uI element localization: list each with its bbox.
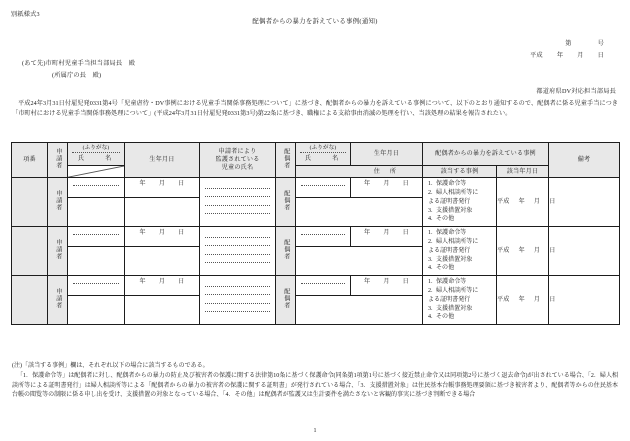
cell-applicant-name[interactable] (68, 198, 125, 227)
cell-applicant-birthdate[interactable] (125, 276, 200, 296)
ymd-day: 日 (402, 230, 409, 237)
ymd-month: 月 (158, 230, 166, 237)
header-address: 住 所 (296, 166, 423, 178)
addressee-sub: (所属庁の長 殿) (52, 72, 102, 79)
cell-applicant-furigana[interactable] (68, 276, 125, 296)
case-option: 2. 婦人相談所等に (428, 190, 479, 197)
case-option: 3. 支援措置対象 (428, 207, 473, 214)
header-furigana-spouse: (ふりがな) (300, 143, 346, 153)
ymd-month: 月 (383, 230, 390, 237)
cell-spouse-furigana[interactable] (296, 276, 351, 296)
doc-number-prefix: 第 (565, 40, 572, 47)
cell-spouse-address[interactable] (296, 247, 423, 276)
ymd-day: 日 (402, 279, 409, 286)
ymd-day: 日 (402, 181, 409, 188)
case-option: よる証明書発行 (428, 198, 471, 205)
case-option: 2. 婦人相談所等に (428, 288, 479, 295)
cell-applicant-label (48, 227, 68, 276)
body-paragraph (12, 100, 618, 120)
cell-applicant-blank[interactable] (125, 198, 200, 227)
cell-applicant-label (48, 276, 68, 325)
date-month: 月 (577, 52, 584, 59)
header-applicant-label: 申請者 (54, 147, 61, 170)
cell-applicant-label (48, 178, 68, 227)
header-child-name-l1: 申請者により (218, 148, 257, 155)
page-number: 1 (313, 427, 317, 434)
cell-spouse-label (276, 227, 296, 276)
ymd-month: 月 (533, 248, 541, 255)
table-row (12, 178, 620, 198)
header-diagonal-blank (68, 166, 125, 178)
case-option: 4. その他 (428, 314, 455, 321)
header-spouse (276, 143, 296, 178)
header-name-spouse: 氏 名 (304, 155, 342, 162)
cell-remarks[interactable] (549, 178, 620, 227)
ymd-era: 平成 (497, 297, 510, 304)
cell-child-names[interactable] (200, 178, 276, 227)
cell-applicant-name[interactable] (68, 296, 125, 325)
header-violence-cases: 配偶者からの暴力を訴えている事例 (423, 143, 549, 166)
cell-spouse-vertical: 配偶者 (282, 190, 289, 212)
header-name-applicant: 氏 名 (77, 155, 115, 162)
cell-applicant-furigana[interactable] (68, 178, 125, 198)
cell-remarks[interactable] (549, 227, 620, 276)
cell-spouse-vertical: 配偶者 (282, 288, 289, 310)
cell-applicant-vertical: 申請者 (54, 288, 61, 310)
cell-applicant-blank[interactable] (125, 296, 200, 325)
header-spouse-label: 配偶者 (282, 147, 289, 170)
table-row (12, 227, 620, 247)
ymd-year: 年 (518, 297, 525, 304)
date-day: 日 (597, 52, 604, 59)
cell-remarks[interactable] (549, 276, 620, 325)
case-option: 3. 支援措置対象 (428, 305, 473, 312)
header-applicable-case: 該当する事例 (423, 166, 497, 178)
ymd-day: 日 (549, 248, 556, 255)
header-applicant (48, 143, 68, 178)
ymd-month: 月 (383, 279, 390, 286)
form-code: 別紙様式3 (11, 11, 40, 18)
header-applicable-date: 該当年月日 (497, 166, 549, 178)
ymd-day: 日 (178, 279, 185, 286)
case-option: 1. 保護命令等 (428, 230, 467, 237)
note-body: 「1．保護命令等」は配偶者に対し、配偶者からの暴力の防止及び被害者の保護に関する法律第10条に基づく保護命令(同条第1項第1号に基づく接近禁止命令又は同項第2号に基づく退去命令)が出されている場合、「2．婦人相談所等による証明書発行」は婦人相談所等による「配偶者からの暴力の被害者の保護に関する証明書」が発行されている場合、「3．支援措置対象」は住民基本台帳事務処理要領に基づき被害者より、配偶者等からの住民基本台帳の閲覧等の制限に係る申し出を受け、支援措置の対象となっている場合、「4．その他」は配偶者が監護又は生計要件を満たさないと客観的事実に基づき判断できる場合 (12, 373, 618, 399)
cell-item-no[interactable] (12, 276, 48, 325)
case-option: よる証明書発行 (428, 247, 471, 254)
ymd-era: 平成 (497, 248, 510, 255)
ymd-day: 日 (549, 297, 556, 304)
cell-spouse-label (276, 178, 296, 227)
cases-table (11, 142, 620, 325)
case-option: 3. 支援措置対象 (428, 256, 473, 263)
ymd-year: 年 (518, 199, 525, 206)
ymd-year: 年 (364, 279, 371, 286)
case-option: 1. 保護命令等 (428, 181, 467, 188)
cell-applicant-furigana[interactable] (68, 227, 125, 247)
ymd-year: 年 (364, 181, 371, 188)
cell-spouse-vertical: 配偶者 (282, 239, 289, 261)
cell-spouse-furigana[interactable] (296, 227, 351, 247)
ymd-month: 月 (158, 181, 166, 188)
case-option: 1. 保護命令等 (428, 279, 467, 286)
sender-office: 都道府県DV対応担当部局長 (536, 88, 616, 95)
cell-spouse-birthdate[interactable] (351, 227, 423, 247)
cell-spouse-label (276, 276, 296, 325)
cell-spouse-birthdate[interactable] (351, 276, 423, 296)
ymd-year: 年 (139, 279, 146, 286)
cell-case-options[interactable] (423, 227, 497, 276)
date-era: 平成 (530, 52, 543, 59)
case-option: よる証明書発行 (428, 296, 471, 303)
table-header-row-2 (12, 166, 620, 178)
header-birthdate-spouse: 生年月日 (351, 143, 423, 166)
header-child-name-l2: 監護されている (215, 157, 260, 164)
cell-item-no[interactable] (12, 227, 48, 276)
cell-child-names[interactable] (200, 276, 276, 325)
cell-applicable-date[interactable] (497, 276, 556, 325)
ymd-day: 日 (549, 199, 556, 206)
ymd-year: 年 (364, 230, 371, 237)
cell-applicant-name[interactable] (68, 247, 125, 276)
cell-spouse-birthdate[interactable] (351, 178, 423, 198)
ymd-month: 月 (158, 279, 166, 286)
document-title: 配偶者からの暴力を訴えている事例(通知) (252, 18, 378, 25)
body-paragraph-text: 平成24年3月31日付雇児発0331第4号「児童虐待・DV事例における児童手当関係事務処理について」に基づき、配偶者からの暴力を訴えている事例について、以下のとおり通知するので、配偶者に係る児童手当につき「市町村における児童手当関係事務処理について」(平成24年3月31日付雇児発0331第3号)第22条に基づき、職権による支給事由消滅の処理を行い、当該処理の結果を報告されたい。 (12, 101, 618, 117)
document-number (565, 40, 604, 48)
case-option: 2. 婦人相談所等に (428, 239, 479, 246)
ymd-year: 年 (139, 181, 146, 188)
addressee: (あて先)市町村児童手当担当部局長 殿 (22, 60, 136, 67)
cell-case-options[interactable] (423, 276, 497, 325)
cell-applicable-date[interactable] (497, 227, 556, 276)
doc-number-suffix: 号 (597, 40, 604, 47)
cell-applicant-blank[interactable] (125, 247, 200, 276)
case-option: 4. その他 (428, 265, 455, 272)
cell-applicant-vertical: 申請者 (54, 239, 61, 261)
cell-spouse-address[interactable] (296, 296, 423, 325)
cell-case-options[interactable] (423, 178, 497, 227)
cell-child-names[interactable] (200, 227, 276, 276)
ymd-day: 日 (178, 230, 185, 237)
cell-spouse-furigana[interactable] (296, 178, 351, 198)
table-row (12, 276, 620, 296)
ymd-era: 平成 (497, 199, 510, 206)
ymd-year: 年 (518, 248, 525, 255)
case-option: 4. その他 (428, 216, 455, 223)
note-head: (注)「該当する事例」欄は、それぞれ以下の場合に該当するものである。 (12, 363, 209, 369)
ymd-month: 月 (533, 297, 541, 304)
header-applicant-name (68, 143, 125, 166)
notes-section (12, 362, 618, 401)
header-child-name-l3: 児童の氏名 (221, 165, 254, 172)
header-item-no: 項番 (12, 143, 48, 178)
ymd-year: 年 (139, 230, 146, 237)
cell-spouse-address[interactable] (296, 198, 423, 227)
header-spouse-name (296, 143, 351, 166)
header-child-name (200, 143, 276, 178)
ymd-month: 月 (533, 199, 541, 206)
table-header-row-1 (12, 143, 620, 166)
cell-applicant-birthdate[interactable] (125, 227, 200, 247)
ymd-day: 日 (178, 181, 185, 188)
header-remarks: 備考 (549, 143, 620, 178)
document-date (530, 52, 604, 60)
cell-applicant-birthdate[interactable] (125, 178, 200, 198)
header-furigana-applicant: (ふりがな) (72, 143, 120, 153)
cell-applicable-date[interactable] (497, 178, 556, 227)
ymd-month: 月 (383, 181, 390, 188)
cell-item-no[interactable] (12, 178, 48, 227)
header-birthdate-applicant: 生年月日 (125, 143, 200, 178)
diagonal-line-icon (68, 166, 124, 177)
date-year: 年 (556, 52, 564, 59)
cell-applicant-vertical: 申請者 (54, 190, 61, 212)
